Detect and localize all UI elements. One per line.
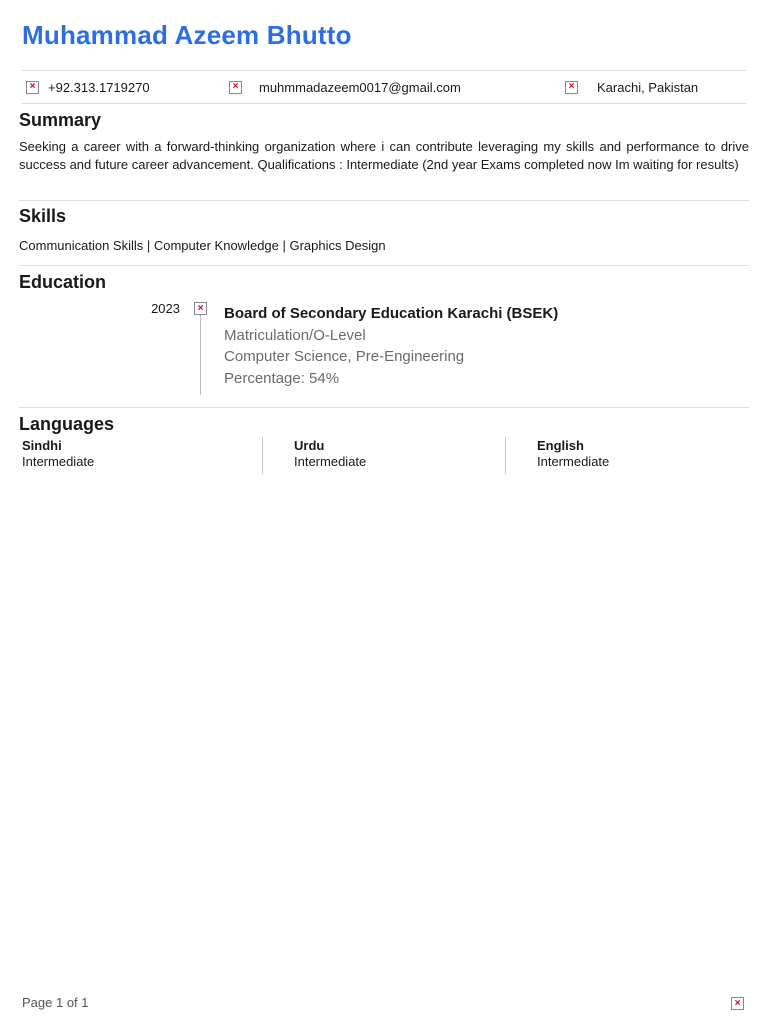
language-level: Intermediate <box>294 454 367 469</box>
language-name: English <box>537 438 584 453</box>
email-text: muhmmadazeem0017@gmail.com <box>259 79 461 95</box>
footer-logo-icon: × <box>731 997 744 1010</box>
language-item <box>294 437 366 474</box>
skills-heading: Skills <box>19 206 67 226</box>
education-grade: Percentage: 54% <box>224 370 340 387</box>
page-indicator: Page 1 of 1 <box>22 995 89 1010</box>
language-item <box>22 437 94 474</box>
language-name: Urdu <box>294 438 325 453</box>
contact-phone[interactable] <box>26 71 150 103</box>
location-icon: × <box>565 81 578 94</box>
timeline-marker-icon: × <box>194 302 207 315</box>
education-degree: Matriculation/O-Level <box>224 327 366 344</box>
summary-text: Seeking a career with a forward-thinking organization where i can contribute leveraging my skills and performance to drive success and future career advancement. Qualifications : Intermediate (2nd year Exams completed now Im waiting for results) <box>19 139 749 172</box>
education-year: 2023 <box>151 301 180 316</box>
contact-bar <box>22 70 746 104</box>
languages-heading: Languages <box>19 414 115 434</box>
timeline-line <box>200 312 201 395</box>
language-divider <box>262 437 263 474</box>
phone-icon: × <box>26 81 39 94</box>
email-icon: × <box>229 81 242 94</box>
education-school: Board of Secondary Education Karachi (BSEK) <box>224 305 559 322</box>
phone-text: +92.313.1719270 <box>48 79 150 95</box>
divider <box>19 200 749 201</box>
language-name: Sindhi <box>22 438 62 453</box>
language-level: Intermediate <box>22 454 95 469</box>
divider <box>19 265 749 266</box>
education-heading: Education <box>19 272 107 292</box>
language-divider <box>505 437 506 474</box>
education-field: Computer Science, Pre-Engineering <box>224 348 465 365</box>
location-text: Karachi, Pakistan <box>597 79 699 95</box>
divider <box>19 407 749 408</box>
summary-heading: Summary <box>19 110 102 130</box>
skills-text: Communication Skills | Computer Knowledge | Graphics Design <box>19 238 386 253</box>
contact-location <box>565 71 698 103</box>
contact-email[interactable] <box>229 71 461 103</box>
language-item <box>537 437 609 474</box>
resume-name: Muhammad Azeem Bhutto <box>22 20 352 50</box>
language-level: Intermediate <box>537 454 610 469</box>
